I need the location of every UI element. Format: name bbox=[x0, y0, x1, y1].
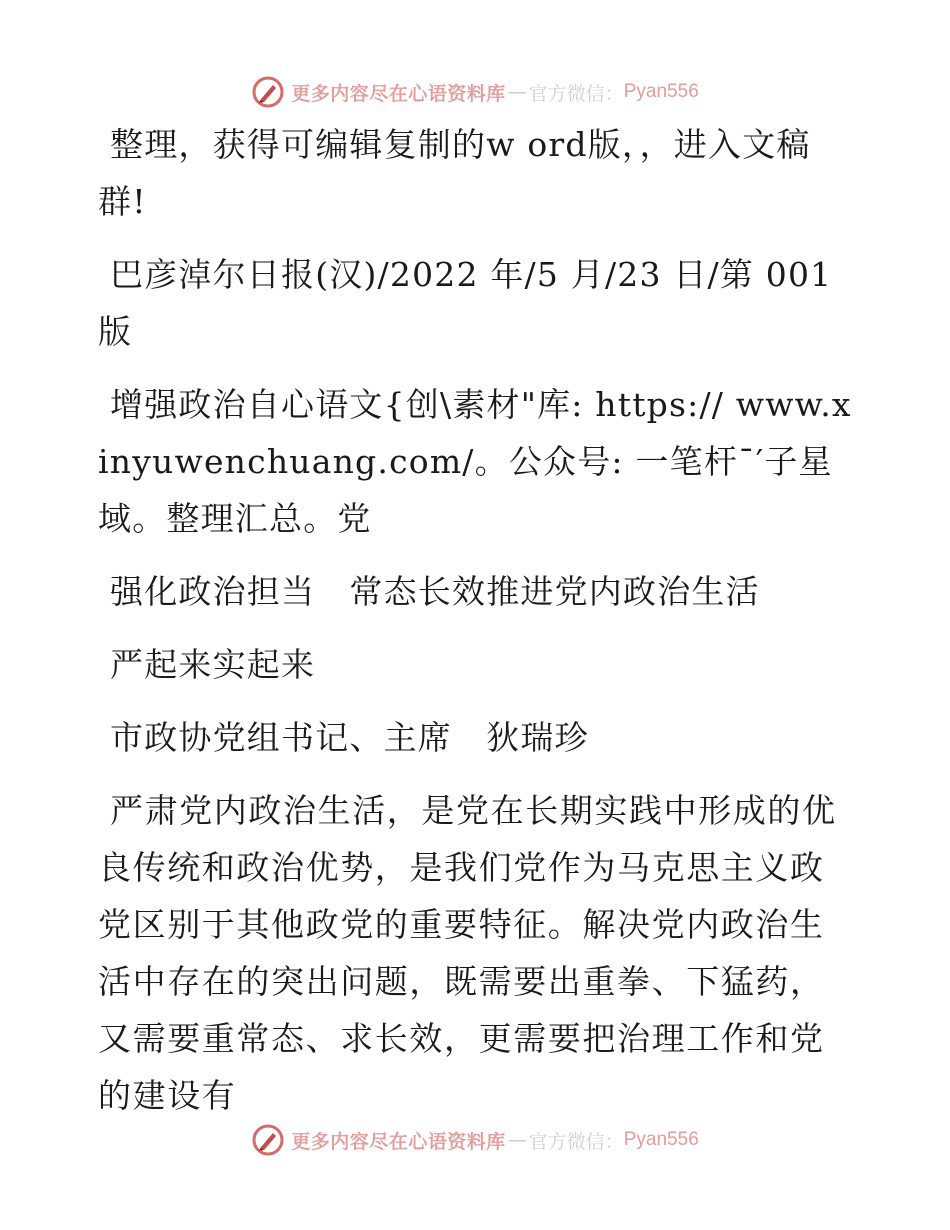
wechat-label: 官方微信： bbox=[528, 82, 624, 105]
wechat-id: Pyan556 bbox=[623, 1129, 699, 1150]
article-title: 强化政治担当 常态长效推进党内政治生活 bbox=[110, 572, 760, 611]
document-body bbox=[98, 116, 858, 1140]
watermark-text: 更多内容尽在心语资料库 bbox=[291, 82, 506, 105]
watermark-dash: — bbox=[507, 1129, 527, 1151]
article-author: 市政协党组书记、主席 狄瑞珍 bbox=[110, 718, 589, 757]
pen-logo-icon bbox=[251, 75, 285, 109]
article-body: 严肃党内政治生活，是党在长期实践中形成的优良传统和政治优势，是我们党作为马克思主义政党区别于其他政党的重要特征。解决党内政治生活中存在的突出问题，既需要出重拳、下猛药，又需要重常态、求长效，更需要把治理工作和党的建设有 bbox=[98, 791, 837, 1115]
paragraph-intro: 整理，获得可编辑复制的w ord版，，进入文稿群! bbox=[98, 125, 811, 221]
watermark-dash: — bbox=[507, 81, 527, 103]
wechat-label: 官方微信： bbox=[528, 1130, 624, 1153]
paragraph-watermark-note: 增强政治自心语文{创\素材"库: https:// www.xinyuwenchuang.com/。公众号: 一笔杆¯′子星域。整理汇总。党 bbox=[98, 385, 852, 538]
article-subtitle: 严起来实起来 bbox=[110, 645, 316, 684]
paragraph-source: 巴彦淖尔日报(汉)/2022 年/5 月/23 日/第 001 版 bbox=[98, 255, 833, 351]
wechat-id: Pyan556 bbox=[623, 81, 699, 102]
pen-logo-icon bbox=[251, 1123, 285, 1157]
footer-watermark bbox=[0, 1120, 950, 1160]
header-watermark bbox=[0, 72, 950, 112]
watermark-text: 更多内容尽在心语资料库 bbox=[291, 1130, 506, 1153]
